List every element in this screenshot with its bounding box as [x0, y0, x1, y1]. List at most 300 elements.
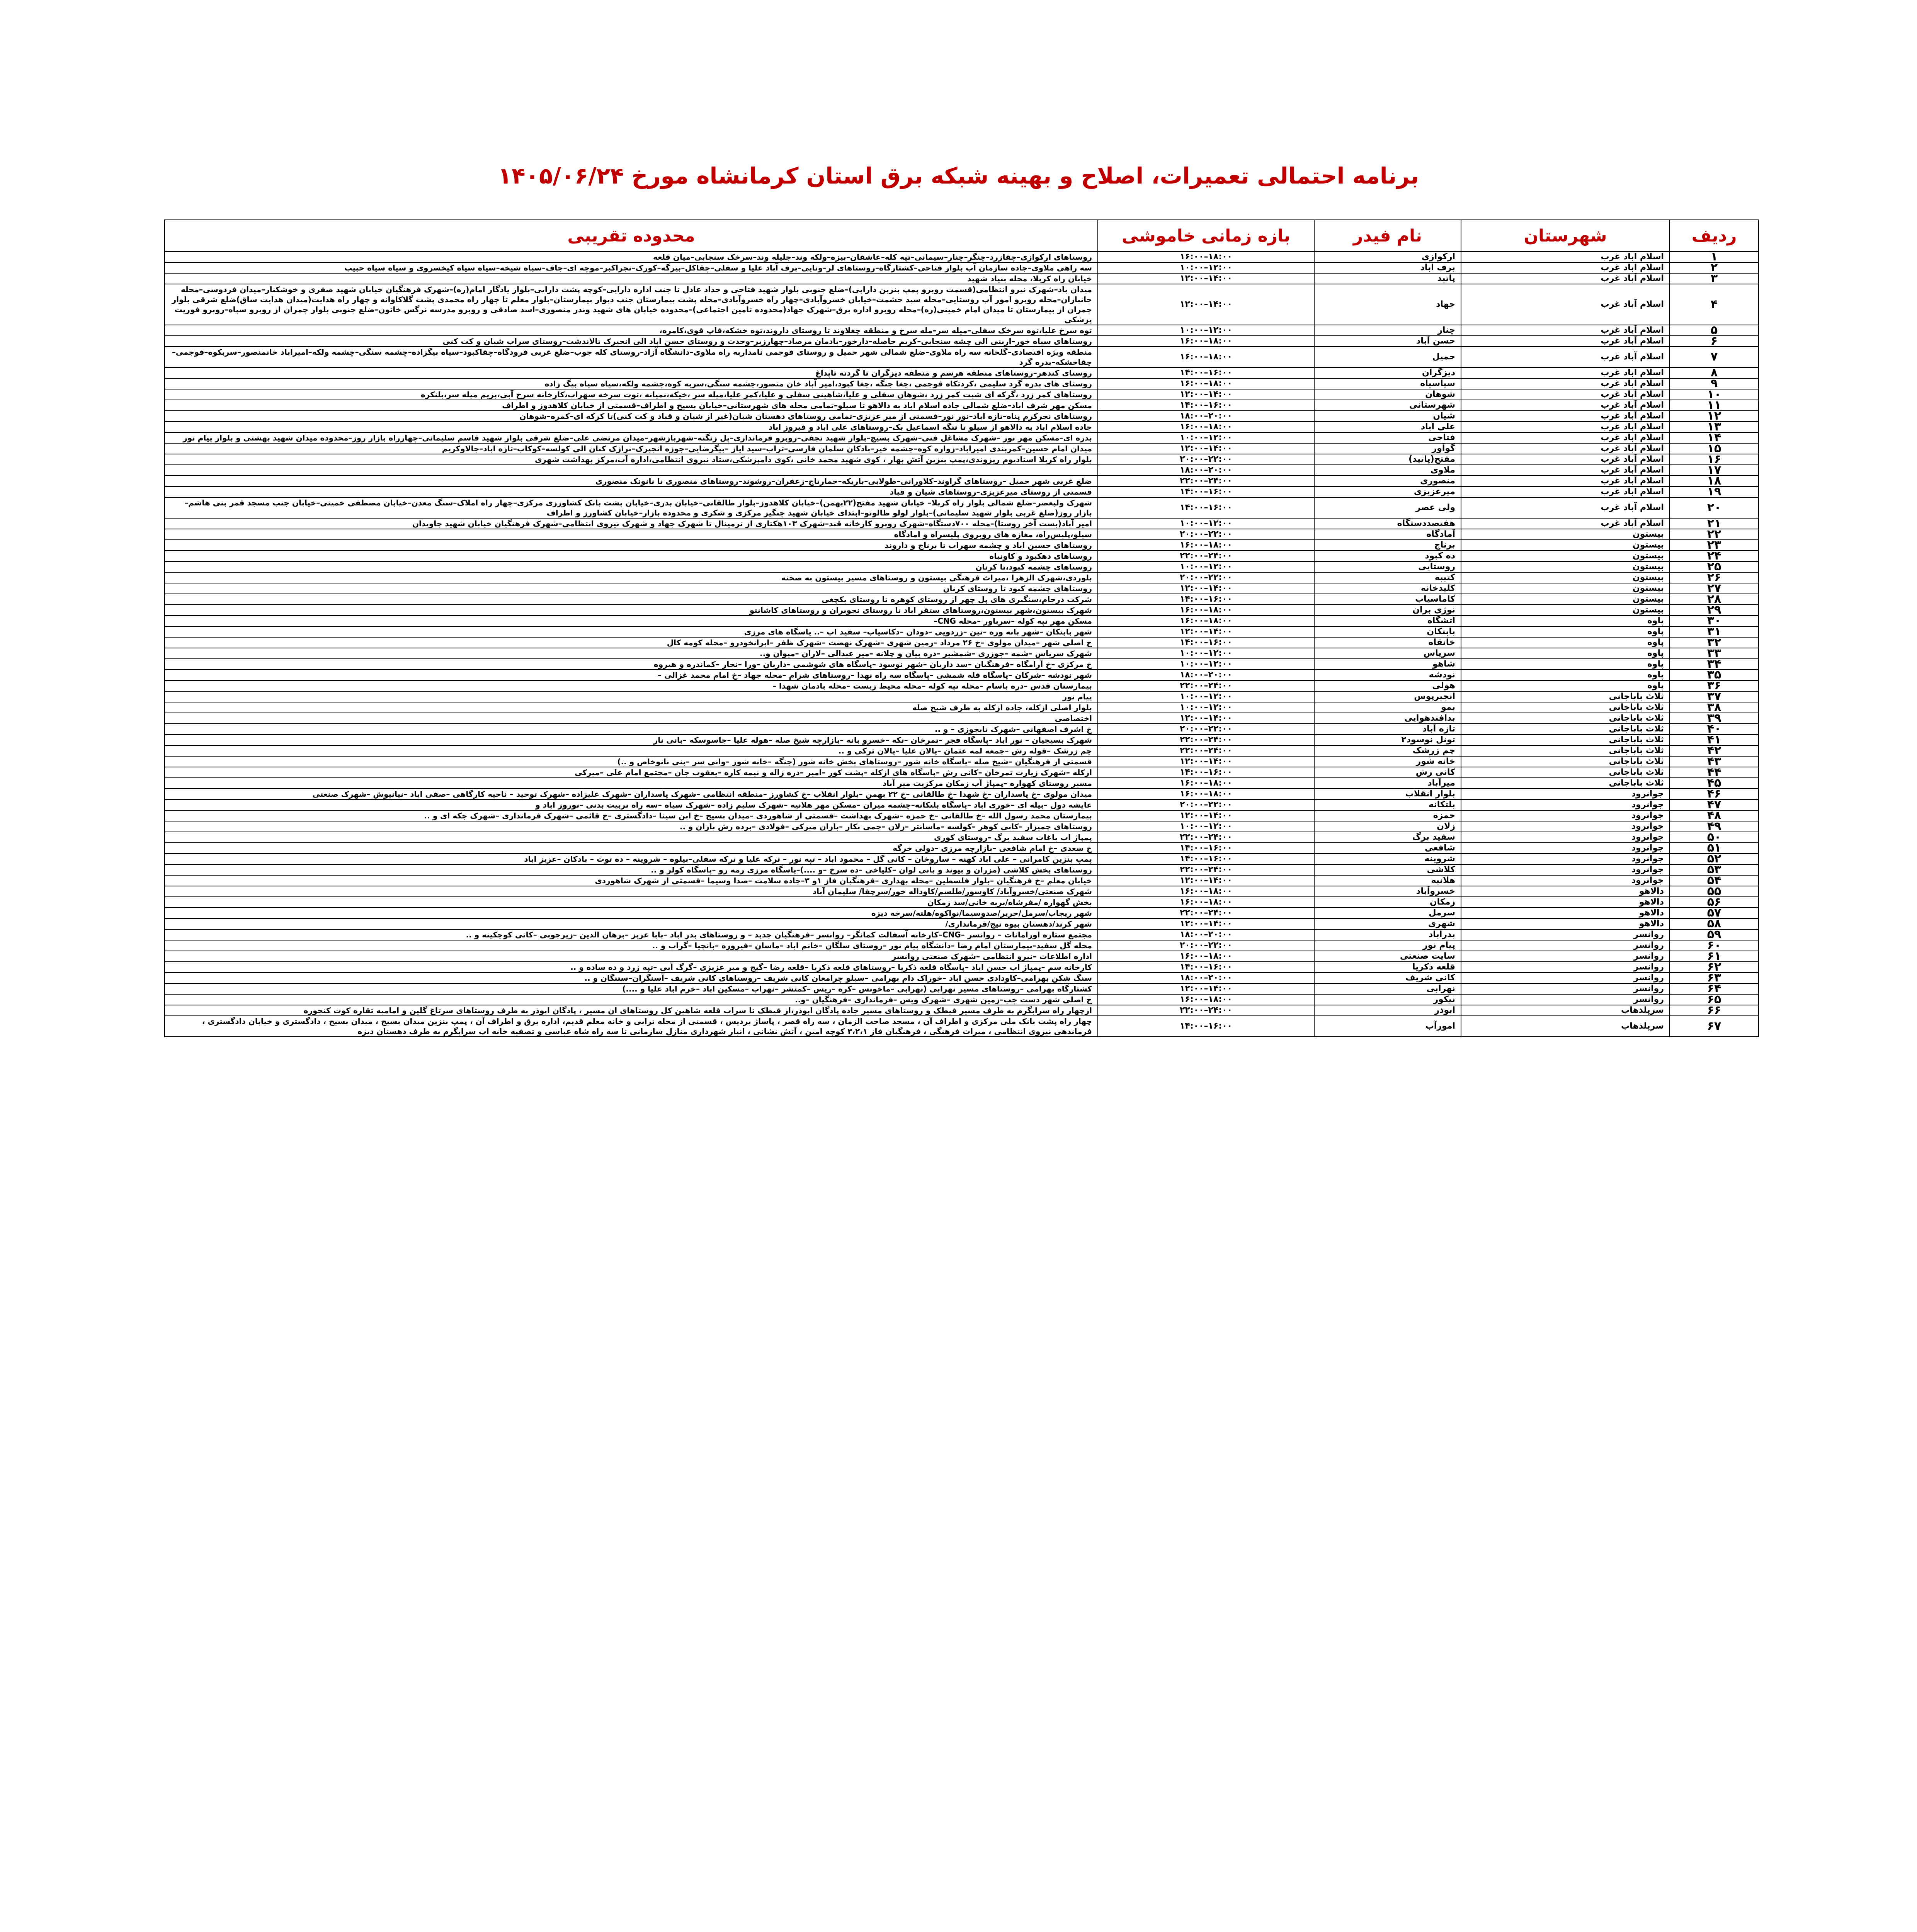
row-area: سنگ شکن بهرامی–کاودادی حسن اباد –خوراک دام بهرامی –سیلو چرامعان کانی شریف –روستاهای کانی شریف –آسنگران–ستنگان و .. — [165, 973, 1098, 983]
row-time-window: ۱۰:۰۰–۱۲:۰۰ — [1098, 821, 1314, 832]
row-area: روستاهای ارکوازی–چقازرد–چنگر–چنار–سیمانی–تپه کله–عاشقان–بیزه–ولکه وند–جلیله وند–سرخک سنجابی–میان قلعه — [165, 252, 1098, 262]
row-city: اسلام آباد غرب — [1461, 465, 1670, 476]
row-area: چهار راه پشت بانک ملی مرکزی و اطراف آن ، مسجد صاحب الزمان ، سه راه قصر ، پاساژ بردیس ، قسمتی از محله ترابی و خانه معلم قدیم، اداره برق و اطراف آن ، پمپ بنزین میدان بسیج ، میدان بسیج ، دادگستری و خیابان دادگستری ، فرماندهی نیروی انتظامی ، میراث فرهنگی ، فرهنگیان فاز ۳،۲،۱ کوچه امین ، آتش نشانی ، انبار شهرداری منازل سازمانی تا سه راه شاه عباسی و تصفیه خانه اب سرابگرم به طرف دهستان دیزه — [165, 1016, 1098, 1037]
row-time-window: ۲۰:۰۰–۲۲:۰۰ — [1098, 572, 1314, 583]
row-feeder: هولی — [1314, 680, 1461, 691]
table-row — [165, 486, 1759, 497]
row-index: ۳۰ — [1670, 616, 1759, 626]
row-area: بلوار راه کربلا استادیوم ریزوندی،پمپ بنزین آتش بهار ، کوی شهید محمد خانی ،کوی دامپزشکی،ستاد نیروی انتظامی،اداره آب،مرکز بهداشت شهری — [165, 454, 1098, 465]
row-area: خیابان معلم –خ فرهنگیان –بلوار فلسطین –محله بهداری –فرهنگیان فاز ۱و ۳–جاده سلامت –صدا وسیما –قسمتی از شهرک شاهوردی — [165, 875, 1098, 886]
row-time-window: ۱۸:۰۰–۲۰:۰۰ — [1098, 929, 1314, 940]
row-time-window: ۱۴:۰۰–۱۶:۰۰ — [1098, 400, 1314, 411]
row-time-window: ۱۴:۰۰–۱۶:۰۰ — [1098, 854, 1314, 864]
header-index: ردیف — [1670, 220, 1759, 252]
row-city: ثلاث باباجانی — [1461, 745, 1670, 756]
row-city: روانسر — [1461, 994, 1670, 1005]
row-feeder: سرمل — [1314, 908, 1461, 918]
row-city: اسلام آباد غرب — [1461, 347, 1670, 367]
row-index: ۱۶ — [1670, 454, 1759, 465]
row-city: بیستون — [1461, 551, 1670, 561]
row-feeder: هفتصددستگاه — [1314, 518, 1461, 529]
table-row — [165, 680, 1759, 691]
row-index: ۱ — [1670, 252, 1759, 262]
table-row — [165, 367, 1759, 378]
row-city: دالاهو — [1461, 908, 1670, 918]
row-area: مسکن مهر تپه کوله –سرباور –محله CNG– — [165, 616, 1098, 626]
row-time-window: ۱۲:۰۰–۱۴:۰۰ — [1098, 583, 1314, 594]
row-index: ۱۰ — [1670, 389, 1759, 400]
row-time-window: ۱۶:۰۰–۱۸:۰۰ — [1098, 605, 1314, 616]
row-feeder: حمیل — [1314, 347, 1461, 367]
row-city: سرپلذهاب — [1461, 1005, 1670, 1016]
row-feeder: پیام نور — [1314, 940, 1461, 951]
row-feeder: سفید برگ — [1314, 832, 1461, 843]
row-index: ۵۶ — [1670, 897, 1759, 908]
row-city: اسلام آباد غرب — [1461, 411, 1670, 422]
table-row — [165, 273, 1759, 284]
table-row — [165, 929, 1759, 940]
table-row — [165, 551, 1759, 561]
table-row — [165, 702, 1759, 713]
row-area: روستاهای سیاه خور–اربنی الی چشه سنجابی–کریم حاصله–دارخور–بادمان مرصاد–چهارزبر–وحدت و روستای حسن اباد الی انجیرک تالاندشت–روستای سراب شیان و کت کنی — [165, 336, 1098, 347]
row-feeder: شوهان — [1314, 389, 1461, 400]
row-area: بلوردی،شهرک الزهرا ،میراث فرهنگی بیستون و روستاهای مسیر بیستون به صحنه — [165, 572, 1098, 583]
row-index: ۳۵ — [1670, 670, 1759, 680]
row-area: میدان باد–شهرک نیرو انتظامی(قسمت روبرو پمپ بنزین دارابی)–ضلع جنوبی بلوار شهید فتاحی و حداد عادل تا جنب اداره دارایی–کوچه پشت دارایی–بلوار یادگار امام(ره)–شهرک فرهنگیان خیابان شهید صفری و خوشکنار–میدان فردوسی–محله جانبازان–محله روبرو امور آب روستایی–محله سید حشمت–خیابان خسروآبادی–چهار راه خسروآبادی–محله پشت بیمارستان جنب دیوار بیمارستان–بلوار معلم تا چهار راه محمدی پشت گلاکاوانه و چهار راه هدایت(میدان هدایت ساق)ضلع شرقی بلوار جمران از بیمارستان تا میدان امام خمینی(ره)–محله روبرو اداره برق–شهرک جهاد(محدوده تامین اجتماعی)–محدوده خیابان های شهید وندر منصوری–اسد صادقی و روبرو مدرسه نرگس خاتون–ضلع جنوبی بلوار چمران از روبرو سپاه–روبرو فوریت پزشکی — [165, 284, 1098, 325]
row-time-window: ۱۶:۰۰–۱۸:۰۰ — [1098, 616, 1314, 626]
row-area: سه راهی ملاوی–جاده سازمان آب بلوار فتاحی–کشتارگاه–روستاهای لر–ونایی–برف آباد علیا و سفلی–چقاکل–بیرگه–کورک–نجراکبر–موچه ای–جاف–سیاه شیخه–سیاه سیاه کیخسروی و سیاه سیاه حبیب — [165, 262, 1098, 273]
row-feeder: پاتید — [1314, 273, 1461, 284]
row-index: ۳۶ — [1670, 680, 1759, 691]
row-city: اسلام آباد غرب — [1461, 273, 1670, 284]
row-city: ثلاث باباجانی — [1461, 713, 1670, 724]
row-area: جاده اسلام اباد به دالاهو از سیلو تا تنگه اسماعیل بک–روستاهای علی اباد و فیروز اباد — [165, 422, 1098, 432]
table-row — [165, 432, 1759, 443]
row-city: روانسر — [1461, 929, 1670, 940]
table-row — [165, 832, 1759, 843]
row-area: روستاهای نجرکرم پناه–تازه اباد–نور نور–قسمتی از میر عزیزی–تمامی روستاهای دهستان شیان(غیر از شیان و قباد و کت کنی)تا کرکه ای–کمره–شوهان — [165, 411, 1098, 422]
row-feeder: گوآور — [1314, 443, 1461, 454]
table-row — [165, 886, 1759, 897]
row-feeder: دیزگران — [1314, 367, 1461, 378]
row-area: شهرک صنعتی/خسروآباد/ کاوسور/طلسم/کاوداله خور/سرچقا/ سلیمان آباد — [165, 886, 1098, 897]
row-time-window: ۱۶:۰۰–۱۸:۰۰ — [1098, 886, 1314, 897]
row-index: ۵۸ — [1670, 918, 1759, 929]
row-city: اسلام آباد غرب — [1461, 486, 1670, 497]
row-city: اسلام آباد غرب — [1461, 422, 1670, 432]
row-feeder: انجیرپوس — [1314, 691, 1461, 702]
table-row — [165, 1005, 1759, 1016]
row-feeder: امورآب — [1314, 1016, 1461, 1037]
row-time-window: ۱۶:۰۰–۱۸:۰۰ — [1098, 378, 1314, 389]
table-row — [165, 713, 1759, 724]
row-area: خ اصلی شهر –میدان مولوی –خ ۲۶ مرداد –زمین شهری –شهرک نهضت –شهرک ظفر –ایرانخودرو –محله کومه کال — [165, 637, 1098, 648]
row-time-window: ۱۶:۰۰–۱۸:۰۰ — [1098, 347, 1314, 367]
table-body — [165, 252, 1759, 1037]
page-title: برنامه احتمالی تعمیرات، اصلاح و بهینه شبکه برق استان کرمانشاه مورخ ۱۴۰۵/۰۶/۲۴ — [498, 163, 1419, 189]
row-time-window: ۱۶:۰۰–۱۸:۰۰ — [1098, 897, 1314, 908]
row-index: ۲۱ — [1670, 518, 1759, 529]
row-area: روستای های بدره گرد سلیمی ،کردتکاه فوجمی ،چغا جنگه ،چغا کبود،امیر آباد خان منصور،چشمه سنگی،سربه کوه،چشمه ولکه،سیاه سیاه بیگ زاده — [165, 378, 1098, 389]
header-feeder: نام فیدر — [1314, 220, 1461, 252]
row-city: پاوه — [1461, 680, 1670, 691]
table-row — [165, 284, 1759, 325]
row-feeder: بدرآباد — [1314, 929, 1461, 940]
table-row — [165, 616, 1759, 626]
row-index: ۲۶ — [1670, 572, 1759, 583]
row-area: قسمتی از روستای میرعزیزی–روستاهای شیان و قباد — [165, 486, 1098, 497]
row-area: ضلع غربی شهر حمیل –روستاهای گراوند–کلاورانی–طولابی–باریکه–خمارتاج–زعفران–روشوند–روستاهای منصوری تا نانونک منصوری — [165, 476, 1098, 486]
row-index: ۴ — [1670, 284, 1759, 325]
row-index: ۵۹ — [1670, 929, 1759, 940]
row-feeder: شافعی — [1314, 843, 1461, 854]
row-feeder: حسن آباد — [1314, 336, 1461, 347]
row-index: ۶۶ — [1670, 1005, 1759, 1016]
row-area: میدان امام حسین–کمربندی امیراباد–زواره کوه–چشمه خیر–بادکان سلمان فارسی–تراب–سید ایاز –بیگرضایی–جوزه انجیرک–نراژک کنان الی کولسه–کوکاب–تازه اباد–چالاوکریم — [165, 443, 1098, 454]
row-index: ۶ — [1670, 336, 1759, 347]
row-city: سرپلذهاب — [1461, 1016, 1670, 1037]
row-feeder: خسروآباد — [1314, 886, 1461, 897]
table-row — [165, 497, 1759, 518]
row-index: ۲ — [1670, 262, 1759, 273]
row-area: خ سعدی –خ امام شافعی –بازارچه مرزی –دولی خرگه — [165, 843, 1098, 854]
row-city: ثلاث باباجانی — [1461, 735, 1670, 745]
row-city: ثلاث باباجانی — [1461, 724, 1670, 735]
table-row — [165, 799, 1759, 810]
row-time-window: ۱۲:۰۰–۱۴:۰۰ — [1098, 443, 1314, 454]
row-time-window: ۱۶:۰۰–۱۸:۰۰ — [1098, 422, 1314, 432]
row-area: ازکله –شهرک زیارت تمرخان –کانی رش –پاسگاه های ازکله –پشت کور –امیر –دره زاله و نیمه کاره –یعقوب جان –مجتمع امام علی –میرکی — [165, 767, 1098, 778]
table-row — [165, 626, 1759, 637]
row-city: دالاهو — [1461, 897, 1670, 908]
row-city: بیستون — [1461, 540, 1670, 551]
row-index: ۵۷ — [1670, 908, 1759, 918]
row-feeder: بلتکانه — [1314, 799, 1461, 810]
table-row — [165, 540, 1759, 551]
table-row — [165, 735, 1759, 745]
row-time-window: ۱۴:۰۰–۱۶:۰۰ — [1098, 367, 1314, 378]
row-index: ۱۴ — [1670, 432, 1759, 443]
row-city: ثلاث باباجانی — [1461, 691, 1670, 702]
row-city: پاوه — [1461, 659, 1670, 670]
table-row — [165, 778, 1759, 789]
row-city: اسلام آباد غرب — [1461, 400, 1670, 411]
table-row — [165, 897, 1759, 908]
row-feeder: ارکوازی — [1314, 252, 1461, 262]
row-time-window: ۱۲:۰۰–۱۴:۰۰ — [1098, 875, 1314, 886]
row-index: ۱۱ — [1670, 400, 1759, 411]
row-index: ۳۷ — [1670, 691, 1759, 702]
row-index: ۳۱ — [1670, 626, 1759, 637]
row-index: ۳ — [1670, 273, 1759, 284]
row-index: ۲۴ — [1670, 551, 1759, 561]
table-row — [165, 821, 1759, 832]
row-index: ۳۲ — [1670, 637, 1759, 648]
row-time-window: ۲۲:۰۰–۲۴:۰۰ — [1098, 735, 1314, 745]
row-time-window: ۱۰:۰۰–۱۲:۰۰ — [1098, 262, 1314, 273]
row-feeder: نیکور — [1314, 994, 1461, 1005]
row-time-window: ۲۲:۰۰–۲۴:۰۰ — [1098, 908, 1314, 918]
row-time-window: ۱۸:۰۰–۲۰:۰۰ — [1098, 973, 1314, 983]
row-index: ۲۲ — [1670, 529, 1759, 540]
row-feeder: شروینه — [1314, 854, 1461, 864]
table-row — [165, 389, 1759, 400]
row-time-window: ۲۲:۰۰–۲۴:۰۰ — [1098, 1005, 1314, 1016]
row-city: اسلام آباد غرب — [1461, 325, 1670, 336]
row-area: روستاهای دهکبود و کاونیاه — [165, 551, 1098, 561]
table-row — [165, 875, 1759, 886]
row-time-window: ۱۰:۰۰–۱۲:۰۰ — [1098, 702, 1314, 713]
row-area: خ مرکزی –خ آرامگاه –فرهنگیان –سد داریان –شهر نوسود –پاسگاه های شوشمی –داریان –ورا –نجار –کماندره و هیروه — [165, 659, 1098, 670]
row-time-window: ۱۲:۰۰–۱۴:۰۰ — [1098, 918, 1314, 929]
row-feeder: قلعه ذکریا — [1314, 962, 1461, 973]
row-city: بیستون — [1461, 605, 1670, 616]
row-city: دالاهو — [1461, 886, 1670, 897]
row-city: اسلام آباد غرب — [1461, 432, 1670, 443]
row-area: پمپاژ اب باغات سفید برگ –روستای کوری — [165, 832, 1098, 843]
row-area: اداره اطلاعات –نیرو انتظامی –شهرک صنعتی روانسر — [165, 951, 1098, 962]
row-time-window: ۱۰:۰۰–۱۲:۰۰ — [1098, 659, 1314, 670]
row-area: روستاهای حسین اباد و چشمه سهراب تا برناج و داروند — [165, 540, 1098, 551]
row-feeder: ابوذر — [1314, 1005, 1461, 1016]
table-row — [165, 1016, 1759, 1037]
row-area: شرکت درجام،سنگبری های پل چهر از روستای کوهره تا روستای بکچغی — [165, 594, 1098, 605]
table-row — [165, 951, 1759, 962]
row-feeder: ولی عصر — [1314, 497, 1461, 518]
table-row — [165, 789, 1759, 799]
table-row — [165, 648, 1759, 659]
row-time-window: ۱۲:۰۰–۱۴:۰۰ — [1098, 810, 1314, 821]
row-area: بیمارستان محمد رسول الله –خ طالقانی –خ حمزه –شهرک بهداشت –قسمتی از شاهوردی –میدان بسیج –خ ابن سینا –دادگستری –خ قائمی –شهرک فرمانداری –شهرک جکه ای و .. — [165, 810, 1098, 821]
row-area: شهرک بسیجیان – نور اباد –پاسگاه فجر –تمرخان –تکه –خسرو بانه –بازارچه شیخ صله –هوله علیا –جاسوسکه –بانی نار — [165, 735, 1098, 745]
row-feeder: سایت صنعتی — [1314, 951, 1461, 962]
row-feeder: تازه آباد — [1314, 724, 1461, 735]
row-area: خیابان راه کربلا، محله بنیاد شهید — [165, 273, 1098, 284]
row-time-window: ۱۶:۰۰–۱۸:۰۰ — [1098, 994, 1314, 1005]
row-feeder: ده کبود — [1314, 551, 1461, 561]
row-time-window: ۱۰:۰۰–۱۲:۰۰ — [1098, 325, 1314, 336]
row-time-window: ۱۰:۰۰–۱۲:۰۰ — [1098, 561, 1314, 572]
table-row — [165, 465, 1759, 476]
row-feeder: مفتح(پاتید) — [1314, 454, 1461, 465]
row-time-window: ۱۲:۰۰–۱۴:۰۰ — [1098, 756, 1314, 767]
row-feeder: جهاد — [1314, 284, 1461, 325]
row-city: جوانرود — [1461, 810, 1670, 821]
row-area: روستاهای کمر زرد ،گرکه ای شیت کمر زرد ،شوهان سفلی و علیا،شاهینی سفلی و علیا،کمر علیا،میله سر ،خیکه،نمیانه ،توت سرخه سهراب،کارخانه سرخ آبی،بریم میله سر،بلنکره — [165, 389, 1098, 400]
row-feeder: هلانیه — [1314, 875, 1461, 886]
row-time-window: ۱۴:۰۰–۱۶:۰۰ — [1098, 637, 1314, 648]
row-feeder: کلیدخانه — [1314, 583, 1461, 594]
row-city: اسلام آباد غرب — [1461, 252, 1670, 262]
table-row — [165, 854, 1759, 864]
table-row — [165, 767, 1759, 778]
row-time-window: ۲۰:۰۰–۲۲:۰۰ — [1098, 940, 1314, 951]
table-row — [165, 864, 1759, 875]
row-feeder: تونل نوسود۲ — [1314, 735, 1461, 745]
row-area: شهرک بیستون،شهر بیستون،روستاهای ستقر اباد تا روستای نجوبران و روستاهای کاشانتو — [165, 605, 1098, 616]
table-row — [165, 940, 1759, 951]
row-area: کارخانه سم –پمپاژ اب حسن اباد –پاسگاه قلعه ذکریا –روستاهای قلعه ذکریا –قلعه رضا –گیج و میر عزیزی –گرگ آبی –تپه زرد و ده ساده و .. — [165, 962, 1098, 973]
table-row — [165, 745, 1759, 756]
row-time-window: ۱۶:۰۰–۱۸:۰۰ — [1098, 951, 1314, 962]
row-index: ۵۴ — [1670, 875, 1759, 886]
row-city: روانسر — [1461, 962, 1670, 973]
row-time-window: ۲۰:۰۰–۲۲:۰۰ — [1098, 724, 1314, 735]
row-city: پاوه — [1461, 616, 1670, 626]
row-time-window: ۱۲:۰۰–۱۴:۰۰ — [1098, 626, 1314, 637]
row-area: اختصاصی — [165, 713, 1098, 724]
row-time-window: ۲۰:۰۰–۲۲:۰۰ — [1098, 454, 1314, 465]
row-feeder: میرآباد — [1314, 778, 1461, 789]
row-index: ۹ — [1670, 378, 1759, 389]
row-feeder: بلوار انقلاب — [1314, 789, 1461, 799]
row-feeder: میرعزیزی — [1314, 486, 1461, 497]
row-city: دالاهو — [1461, 918, 1670, 929]
row-time-window: ۲۲:۰۰–۲۴:۰۰ — [1098, 864, 1314, 875]
header-city: شهرستان — [1461, 220, 1670, 252]
row-city: اسلام آباد غرب — [1461, 389, 1670, 400]
row-city: پاوه — [1461, 637, 1670, 648]
row-time-window: ۱۴:۰۰–۱۶:۰۰ — [1098, 962, 1314, 973]
row-index: ۱۸ — [1670, 476, 1759, 486]
row-feeder: سیاسیاه — [1314, 378, 1461, 389]
row-city: جوانرود — [1461, 789, 1670, 799]
row-time-window: ۲۲:۰۰–۲۴:۰۰ — [1098, 476, 1314, 486]
outage-schedule-table-wrap — [164, 219, 1758, 1037]
row-time-window: ۱۶:۰۰–۱۸:۰۰ — [1098, 540, 1314, 551]
row-area: روستاهای چمیزار –کانی کوهر –کولسه –ماسانتر –زلان –چمی بکار –بازان میرکی –فولادی –برده رش بازان و .. — [165, 821, 1098, 832]
row-time-window: ۱۴:۰۰–۱۶:۰۰ — [1098, 497, 1314, 518]
row-city: بیستون — [1461, 572, 1670, 583]
row-feeder: شهری — [1314, 918, 1461, 929]
row-area: روستاهای بخش کلاشی (مزران و بیوند و بانی لوان –کلیاخی –ده سرخ –و ....)–پاسگاه مرزی رمه رو –پاسگاه کولر و .. — [165, 864, 1098, 875]
row-feeder: زلان — [1314, 821, 1461, 832]
row-area: مسکن مهر شرف اباد–ضلع شمالی جاده اسلام اباد به دالاهو تا سیلو–تمامی محله های شهرستانی–خیابان بسیج و اطراف–قسمتی از خیابان کلاهدوز و اطراف — [165, 400, 1098, 411]
row-feeder: کتیبه — [1314, 572, 1461, 583]
table-row — [165, 983, 1759, 994]
table-row — [165, 422, 1759, 432]
table-header-row — [165, 220, 1759, 252]
row-feeder: کاماسیاب — [1314, 594, 1461, 605]
row-feeder: چم زرشک — [1314, 745, 1461, 756]
row-index: ۲۵ — [1670, 561, 1759, 572]
row-feeder: شاهو — [1314, 659, 1461, 670]
row-feeder: خانقاه — [1314, 637, 1461, 648]
table-row — [165, 973, 1759, 983]
row-city: اسلام آباد غرب — [1461, 518, 1670, 529]
table-row — [165, 378, 1759, 389]
row-index: ۶۲ — [1670, 962, 1759, 973]
row-index: ۴۱ — [1670, 735, 1759, 745]
row-index: ۱۲ — [1670, 411, 1759, 422]
row-area: شهر نودشه –شرکان –پاسگاه قله شمشی –پاسگاه سه راه نهدا –روستاهای شرام –محله جهاد –خ امام محمد غزالی – — [165, 670, 1098, 680]
row-city: جوانرود — [1461, 854, 1670, 864]
header-area: محدوده تقریبی — [165, 220, 1098, 252]
row-index: ۴۷ — [1670, 799, 1759, 810]
row-area: پیام نور — [165, 691, 1098, 702]
row-city: پاوه — [1461, 670, 1670, 680]
row-area: شهر کرند/دهستان بیوه نیج/فرمانداری/ — [165, 918, 1098, 929]
row-index: ۴۲ — [1670, 745, 1759, 756]
row-feeder: کانی رش — [1314, 767, 1461, 778]
row-city: پاوه — [1461, 626, 1670, 637]
row-feeder: خانه شور — [1314, 756, 1461, 767]
row-time-window: ۱۴:۰۰–۱۶:۰۰ — [1098, 486, 1314, 497]
row-index: ۳۹ — [1670, 713, 1759, 724]
row-city: روانسر — [1461, 983, 1670, 994]
row-city: ثلاث باباجانی — [1461, 702, 1670, 713]
row-area: شهر بابنکان –شهر بانه وره –نین –زردویی –دودان –دکاسیاب– سفید اب –.. پاسگاه های مرزی — [165, 626, 1098, 637]
row-city: جوانرود — [1461, 799, 1670, 810]
row-feeder: بدافندهوایی — [1314, 713, 1461, 724]
row-index: ۱۳ — [1670, 422, 1759, 432]
row-time-window: ۱۲:۰۰–۱۴:۰۰ — [1098, 284, 1314, 325]
row-time-window: ۱۲:۰۰–۱۴:۰۰ — [1098, 983, 1314, 994]
row-time-window: ۱۰:۰۰–۱۲:۰۰ — [1098, 432, 1314, 443]
table-row — [165, 336, 1759, 347]
table-row — [165, 605, 1759, 616]
table-row — [165, 962, 1759, 973]
row-index: ۱۵ — [1670, 443, 1759, 454]
row-index: ۵۲ — [1670, 854, 1759, 864]
row-feeder: نهرابی — [1314, 983, 1461, 994]
row-feeder: فتاحی — [1314, 432, 1461, 443]
row-index: ۴۴ — [1670, 767, 1759, 778]
row-area: چم زرشک –قوله رش –جمعه لمه عثمان –پالان علیا –پالان ترکی و .. — [165, 745, 1098, 756]
row-index: ۶۷ — [1670, 1016, 1759, 1037]
table-row — [165, 443, 1759, 454]
outage-schedule-table — [164, 219, 1759, 1037]
row-area: روستای کندهر–روستاهای منطقه هرسم و منطقه دیزگران تا گردنه تاپداغ — [165, 367, 1098, 378]
table-row — [165, 518, 1759, 529]
row-city: اسلام آباد غرب — [1461, 367, 1670, 378]
row-time-window: ۱۴:۰۰–۱۶:۰۰ — [1098, 1016, 1314, 1037]
table-row — [165, 411, 1759, 422]
row-city: جوانرود — [1461, 875, 1670, 886]
row-feeder: شهرستانی — [1314, 400, 1461, 411]
row-time-window: ۱۰:۰۰–۱۲:۰۰ — [1098, 518, 1314, 529]
table-row — [165, 262, 1759, 273]
row-area: شهرک ولیعصر–ضلع شمالی بلوار راه کربلا– خیابان شهید مفتح(۲۲بهمن)–خیابان کلاهدوز–بلوار طالقانی–خیابان بدری–خیابان پشت بانک کشاورزی مرکزی–چهار راه املاک–سنگ معدن–خیابان مصطفی خمینی–خیابان جنب مسجد قمر بنی هاشم–بازار روز(ضلع غربی بلوار شهید سلیمانی)–بلوار لولو طالونو–ابتدای خیابان شهید چنگیز مرکزی و شکری و محدوده بازار–خیابان کشاورز و اطراف — [165, 497, 1098, 518]
row-time-window: ۲۰:۰۰–۲۲:۰۰ — [1098, 529, 1314, 540]
row-city: اسلام آباد غرب — [1461, 284, 1670, 325]
row-index: ۲۹ — [1670, 605, 1759, 616]
row-city: بیستون — [1461, 583, 1670, 594]
row-index: ۳۴ — [1670, 659, 1759, 670]
table-row — [165, 252, 1759, 262]
row-city: بیستون — [1461, 561, 1670, 572]
row-city: جوانرود — [1461, 843, 1670, 854]
row-area: محله گل سفید–بیمارستان امام رضا –دانشگاه پیام نور –روستای سلگان –خانم اباد –ماسان –فیروزه –بانچیا –گراب و .. — [165, 940, 1098, 951]
row-feeder: سریاس — [1314, 648, 1461, 659]
row-index: ۴۰ — [1670, 724, 1759, 735]
row-time-window: ۲۲:۰۰–۲۴:۰۰ — [1098, 551, 1314, 561]
row-index: ۴۵ — [1670, 778, 1759, 789]
row-area — [165, 465, 1098, 476]
row-index: ۴۳ — [1670, 756, 1759, 767]
row-index: ۶۱ — [1670, 951, 1759, 962]
row-index: ۵ — [1670, 325, 1759, 336]
table-row — [165, 659, 1759, 670]
row-time-window: ۱۲:۰۰–۱۴:۰۰ — [1098, 389, 1314, 400]
row-area: بخش گهواره /مفرشاه/بریه خانی/سد زمکان — [165, 897, 1098, 908]
row-city: روانسر — [1461, 951, 1670, 962]
row-area: شهر ریجاب/سرمل/حریر/صدوسیما/نواکوه/هلته/سرخه دیزه — [165, 908, 1098, 918]
table-row — [165, 325, 1759, 336]
row-area: بلوار اصلی ازکله، جاده ازکله به طرف شیخ صله — [165, 702, 1098, 713]
row-city: اسلام آباد غرب — [1461, 454, 1670, 465]
row-index: ۴۹ — [1670, 821, 1759, 832]
